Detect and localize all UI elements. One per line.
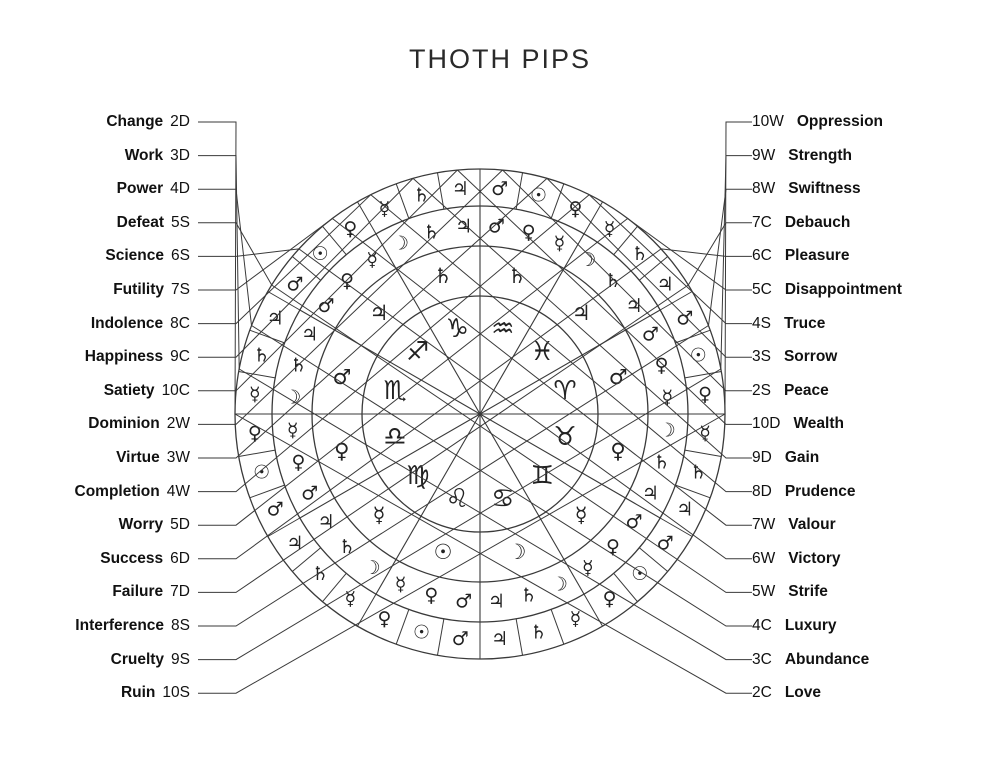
mid-decan-glyph: ☿ [366,248,379,271]
left-label-row [0,348,190,366]
pip-name: Virtue [116,449,160,466]
mid-decan-glyph: ☿ [661,386,674,409]
mid-decan-glyph: ♀ [605,535,620,558]
mercury-glyph: ☿ [372,503,386,528]
jupiter-glyph: ♃ [571,300,591,325]
decan-divider-line [685,450,721,456]
outer-decan-glyph: ♂ [266,498,284,521]
pip-name: Completion [74,482,160,500]
pip-name: Satiety [103,381,155,399]
mid-decan-glyph: ♀ [340,270,355,293]
decan-divider-line [516,619,522,655]
outer-decan-glyph: ♄ [412,184,431,207]
mid-decan-glyph: ♄ [422,221,440,244]
pip-name: Failure [112,583,164,601]
right-label-row [752,348,837,366]
outer-decan-glyph: ☿ [603,217,616,240]
left-label-row [0,214,190,232]
pip-code: 5W [752,583,776,601]
mid-decan-glyph: ☽ [579,248,597,271]
mid-decan-glyph: ♄ [653,451,671,474]
leader-line [198,156,239,369]
outer-decan-glyph: ☿ [699,422,711,445]
pip-name: Indolence [90,314,164,332]
outer-decan-glyph: ♄ [631,243,649,266]
mid-decan-glyph: ♄ [338,535,356,558]
outer-decan-glyph: ☉ [689,344,707,367]
mid-decan-glyph: ♂ [455,590,473,613]
mid-decan-glyph: ♀ [424,584,439,607]
right-label-row [752,180,861,198]
right-label-row [752,214,850,232]
pip-code: 6C [752,247,772,265]
pip-name: Oppression [796,113,884,130]
zodiac-sagittarius-icon: ♐ [406,336,430,367]
mid-decan-glyph: ♃ [317,510,335,533]
mid-decan-glyph: ☽ [550,573,568,596]
outer-decan-glyph: ♄ [689,461,707,484]
left-label-row [0,281,190,299]
mid-decan-glyph: ♀ [291,451,306,474]
pip-code: 3S [752,348,771,366]
left-label-row [0,583,190,601]
outer-decan-glyph: ♃ [491,628,509,651]
left-label-row [0,315,190,333]
zodiac-gemini-icon: ♊ [530,461,554,492]
right-label-row [752,684,821,702]
leader-lines [198,122,752,693]
leader-line [688,223,752,285]
pip-name: Abundance [784,650,870,668]
pip-name: Wealth [793,415,844,433]
outer-decan-glyph: ♃ [266,307,284,330]
left-label-row [0,180,190,198]
outer-decan-glyph: ♀ [602,588,617,611]
decan-divider-line [358,202,377,234]
pip-name: Pleasure [784,247,850,265]
mid-decan-glyph: ☽ [284,386,302,409]
decan-divider-line [396,609,409,644]
pip-code: 8S [171,617,190,634]
pip-code: 10W [752,113,784,130]
pip-code: 2C [752,684,772,702]
right-label-row [752,550,841,568]
right-label-row [752,281,902,299]
pip-name: Work [124,146,164,164]
pip-code: 9S [171,650,190,668]
pip-code: 4C [752,617,772,634]
outer-decan-glyph: ♄ [253,344,271,367]
pip-name: Dominion [88,415,160,433]
mid-decan-glyph: ♃ [625,295,643,318]
right-label-row [752,382,829,400]
pip-name: Happiness [84,348,164,366]
outer-decan-glyph: ☉ [529,184,548,207]
pip-name: Disappointment [784,281,902,298]
decan-divider-line [358,594,377,626]
mid-decan-glyph: ♄ [289,354,307,377]
leader-line [198,195,371,324]
pip-code: 10S [162,684,190,702]
left-label-row [0,247,190,265]
pip-name: Futility [113,281,165,298]
pip-name: Strength [788,146,852,164]
mid-decan-glyph: ☽ [392,232,410,255]
pip-name: Strife [788,583,828,601]
left-label-row [0,147,190,165]
venus-glyph: ♀ [334,439,350,464]
zodiac-cancer-icon: ♋ [491,484,515,515]
outer-decan-glyph: ♀ [568,198,583,221]
mid-decan-glyph: ♂ [641,323,659,346]
outer-decan-glyph: ☉ [311,243,329,266]
pip-code: 4W [166,482,190,500]
pip-name: Truce [783,314,826,332]
leader-line [725,122,752,414]
mid-decan-glyph: ♀ [521,221,536,244]
decan-divider-line [675,485,710,498]
outer-decan-glyph: ☿ [378,198,391,221]
mid-decan-glyph: ♃ [455,215,473,238]
mercury-glyph: ☿ [574,503,588,528]
sun-glyph: ☉ [433,540,453,565]
saturn-glyph: ♄ [433,263,453,288]
mars-glyph: ♂ [608,364,628,389]
outer-decan-glyph: ♂ [656,532,674,555]
outer-decan-glyph: ♀ [698,383,713,406]
zodiac-taurus-icon: ♉ [553,421,577,452]
mid-decan-glyph: ♃ [487,590,505,613]
zodiac-leo-icon: ♌ [445,484,469,515]
decan-divider-line [437,619,443,655]
outer-decan-glyph: ♂ [286,273,304,296]
left-label-row [0,550,190,568]
outer-decan-glyph: ♂ [451,628,469,651]
leader-line [709,189,753,325]
moon-glyph: ☽ [507,540,527,565]
outer-decan-glyph: ♃ [286,532,304,555]
pip-code: 4S [752,314,771,332]
pip-code: 7S [171,281,190,298]
pip-code: 8D [752,482,772,500]
left-label-row [0,684,190,702]
right-label-row [752,247,849,265]
mid-decan-glyph: ☿ [581,557,594,580]
pip-code: 9W [752,146,776,164]
left-label-row [0,617,190,635]
pip-code: 9D [752,449,772,466]
outer-decan-glyph: ☿ [344,588,357,611]
right-label-row [752,449,819,467]
pip-code: 3W [166,449,190,466]
outer-decan-glyph: ☉ [631,562,649,585]
pip-code: 3D [170,146,190,164]
pip-code: 8W [752,180,776,198]
leader-line [235,414,752,693]
right-label-row [752,583,828,601]
outer-decan-glyph: ☉ [253,461,271,484]
left-label-row [0,415,190,433]
pip-code: 5D [170,516,190,534]
leader-line [198,189,252,325]
mid-decan-glyph: ♂ [625,510,643,533]
pip-name: Cruelty [110,650,165,668]
page-title: THOTH PIPS [408,44,591,74]
zodiac-aries-icon: ♈ [553,376,577,407]
outer-decan-glyph: ♀ [343,217,358,240]
pip-name: Gain [784,449,820,466]
venus-glyph: ♀ [610,439,626,464]
pip-code: 4D [170,180,190,198]
pip-name: Victory [788,549,841,567]
outer-decan-glyph: ♄ [311,562,329,585]
pip-name: Debauch [784,213,851,231]
pip-name: Success [100,549,164,567]
pip-name: Love [784,684,822,702]
outer-decan-glyph: ☿ [249,383,261,406]
pip-code: 10C [161,381,190,399]
pip-name: Sorrow [783,348,838,366]
outer-decan-glyph: ♂ [491,177,509,200]
mid-decan-glyph: ☽ [658,419,676,442]
pip-name: Valour [788,516,836,534]
outer-decan-glyph: ♀ [247,422,262,445]
zodiac-scorpio-icon: ♏ [383,376,407,407]
mid-decan-glyph: ♃ [641,482,659,505]
pip-code: 2S [752,381,771,399]
pip-name: Change [106,113,164,130]
pip-code: 7C [752,213,772,231]
mid-decan-glyph: ♄ [604,270,622,293]
zodiac-aquarius-icon: ♒ [491,313,515,344]
mid-decan-glyph: ♂ [301,482,319,505]
mid-decan-glyph: ♄ [520,584,538,607]
mid-decan-glyph: ☿ [286,419,299,442]
right-label-row [752,315,825,333]
pip-code: 5C [752,281,772,298]
outer-decan-glyph: ☉ [412,621,431,644]
leader-line [198,122,236,414]
pip-name: Interference [75,617,165,634]
mid-decan-glyph: ♃ [301,323,319,346]
pip-code: 10D [752,415,781,433]
pip-code: 6S [171,247,190,265]
mid-decan-glyph: ☽ [363,557,381,580]
left-label-row [0,483,190,501]
pip-code: 8C [170,314,190,332]
right-label-row [752,415,844,433]
jupiter-glyph: ♃ [369,300,389,325]
outer-decan-glyph: ♂ [676,307,694,330]
outer-decan-glyph: ♄ [529,621,548,644]
left-label-row [0,382,190,400]
pip-code: 2D [170,113,190,130]
leader-line [198,249,299,257]
left-label-row [0,516,190,534]
pip-name: Power [116,180,164,198]
pip-name: Ruin [120,684,156,702]
zodiac-capricorn-icon: ♑ [445,313,469,344]
pip-code: 5S [171,213,190,231]
left-label-row [0,651,190,669]
outer-decan-glyph: ☿ [569,607,582,630]
mars-glyph: ♂ [332,364,352,389]
right-label-row [752,483,855,501]
outer-decan-glyph: ♃ [451,177,469,200]
right-label-row [752,147,852,165]
pip-name: Prudence [784,482,856,500]
pip-code: 7D [170,583,190,601]
pip-name: Peace [783,381,829,399]
pip-name: Luxury [784,617,837,634]
right-label-row [752,113,883,131]
right-label-row [752,651,869,669]
pip-code: 3C [752,650,772,668]
pip-code: 6W [752,549,776,567]
left-label-row [0,113,190,131]
pip-code: 7W [752,516,776,534]
mid-decan-glyph: ♀ [654,354,669,377]
mid-decan-glyph: ♂ [487,215,505,238]
decan-divider-line [551,609,564,644]
pip-name: Science [105,247,165,265]
outer-decan-glyph: ♃ [656,273,674,296]
zodiac-libra-icon: ♎ [383,421,407,452]
zodiac-pisces-icon: ♓ [530,336,554,367]
outer-decan-glyph: ♀ [377,607,392,630]
wheel-spokes [272,206,688,622]
right-label-row [752,617,837,635]
saturn-glyph: ♄ [507,263,527,288]
pip-name: Defeat [116,213,165,231]
pip-name: Swiftness [788,180,861,198]
outer-decan-glyph: ♃ [676,498,694,521]
zodiac-virgo-icon: ♍ [406,461,430,492]
pip-name: Worry [118,516,164,534]
mid-decan-glyph: ♂ [317,295,335,318]
mid-decan-glyph: ☿ [394,573,407,596]
decan-divider-line [250,330,285,343]
right-label-row [752,516,836,534]
mid-decan-glyph: ☿ [553,232,566,255]
pip-code: 6D [170,549,190,567]
pip-code: 9C [170,348,190,366]
left-label-row [0,449,190,467]
pip-code: 2W [166,415,190,433]
